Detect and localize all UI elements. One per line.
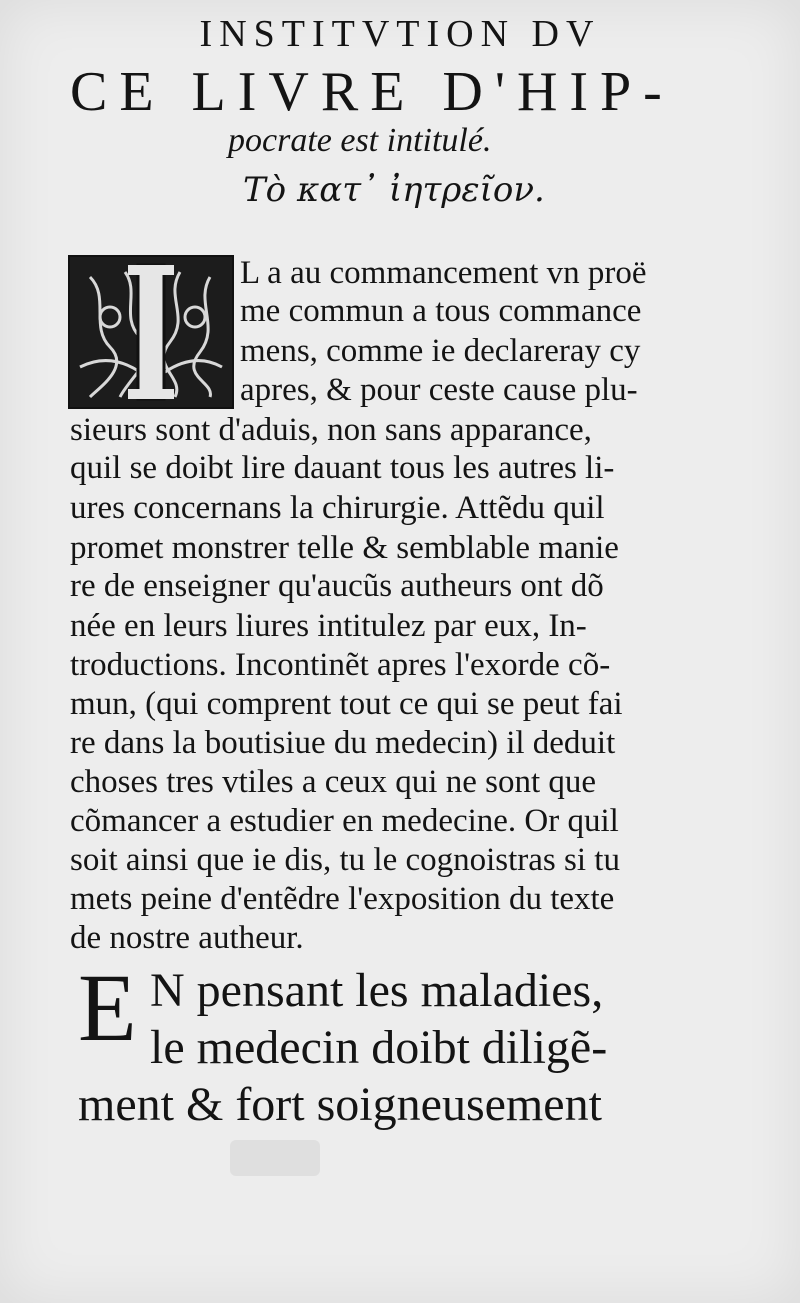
subtitle: pocrate est intitulé. (228, 122, 492, 159)
paragraph-line: troductions. Incontinẽt apres l'exorde cõ- (70, 647, 611, 683)
paragraph-line: née en leurs liures intitulez par eux, In- (70, 608, 587, 644)
paragraph-line: promet monstrer telle & semblable manie (70, 530, 619, 566)
title-line-2: CE LIVRE D'HIP- (70, 61, 674, 123)
paragraph-line: cõmancer a estudier en medecine. Or quil (70, 803, 619, 839)
paragraph-line: mens, comme ie declareray cy (240, 333, 641, 369)
paragraph-line: soit ainsi que ie dis, tu le cognoistras si tu (70, 842, 620, 878)
section-line: N pensant les maladies, (150, 964, 604, 1017)
section-drop-cap: E (78, 954, 137, 1061)
paragraph-line: re dans la boutisiue du medecin) il deduit (70, 725, 616, 761)
paragraph-line: re de enseigner qu'aucũs autheurs ont dõ (70, 568, 604, 604)
paragraph-line: apres, & pour ceste cause plu- (240, 372, 638, 408)
paragraph-line: L a au commancement vn proë (240, 255, 647, 291)
paragraph-line: ures concernans la chirurgie. Attẽdu quil (70, 490, 605, 526)
paragraph-line: sieurs sont d'aduis, non sans apparance, (70, 412, 592, 448)
paragraph-line: choses tres vtiles a ceux qui ne sont que (70, 764, 597, 800)
bleed-through-smudge (230, 1140, 320, 1176)
greek-title: Τὸ κατ᾽ ἰητρεῖον. (243, 170, 545, 210)
paragraph-line: de nostre autheur. (70, 920, 304, 956)
paragraph-line: quil se doibt lire dauant tous les autres li- (70, 450, 615, 486)
section-line: ment & fort soigneusement (78, 1078, 602, 1131)
section-line: le medecin doibt diligẽ- (150, 1021, 608, 1074)
paragraph-line: mets peine d'entẽdre l'exposition du texte (70, 881, 615, 917)
ornamental-drop-cap-icon (68, 255, 234, 409)
paragraph-line: me commun a tous commance (240, 293, 642, 329)
title-line-1: INSTITVTION DV (199, 13, 601, 55)
paragraph-line: mun, (qui comprent tout ce qui se peut fai (70, 686, 623, 722)
